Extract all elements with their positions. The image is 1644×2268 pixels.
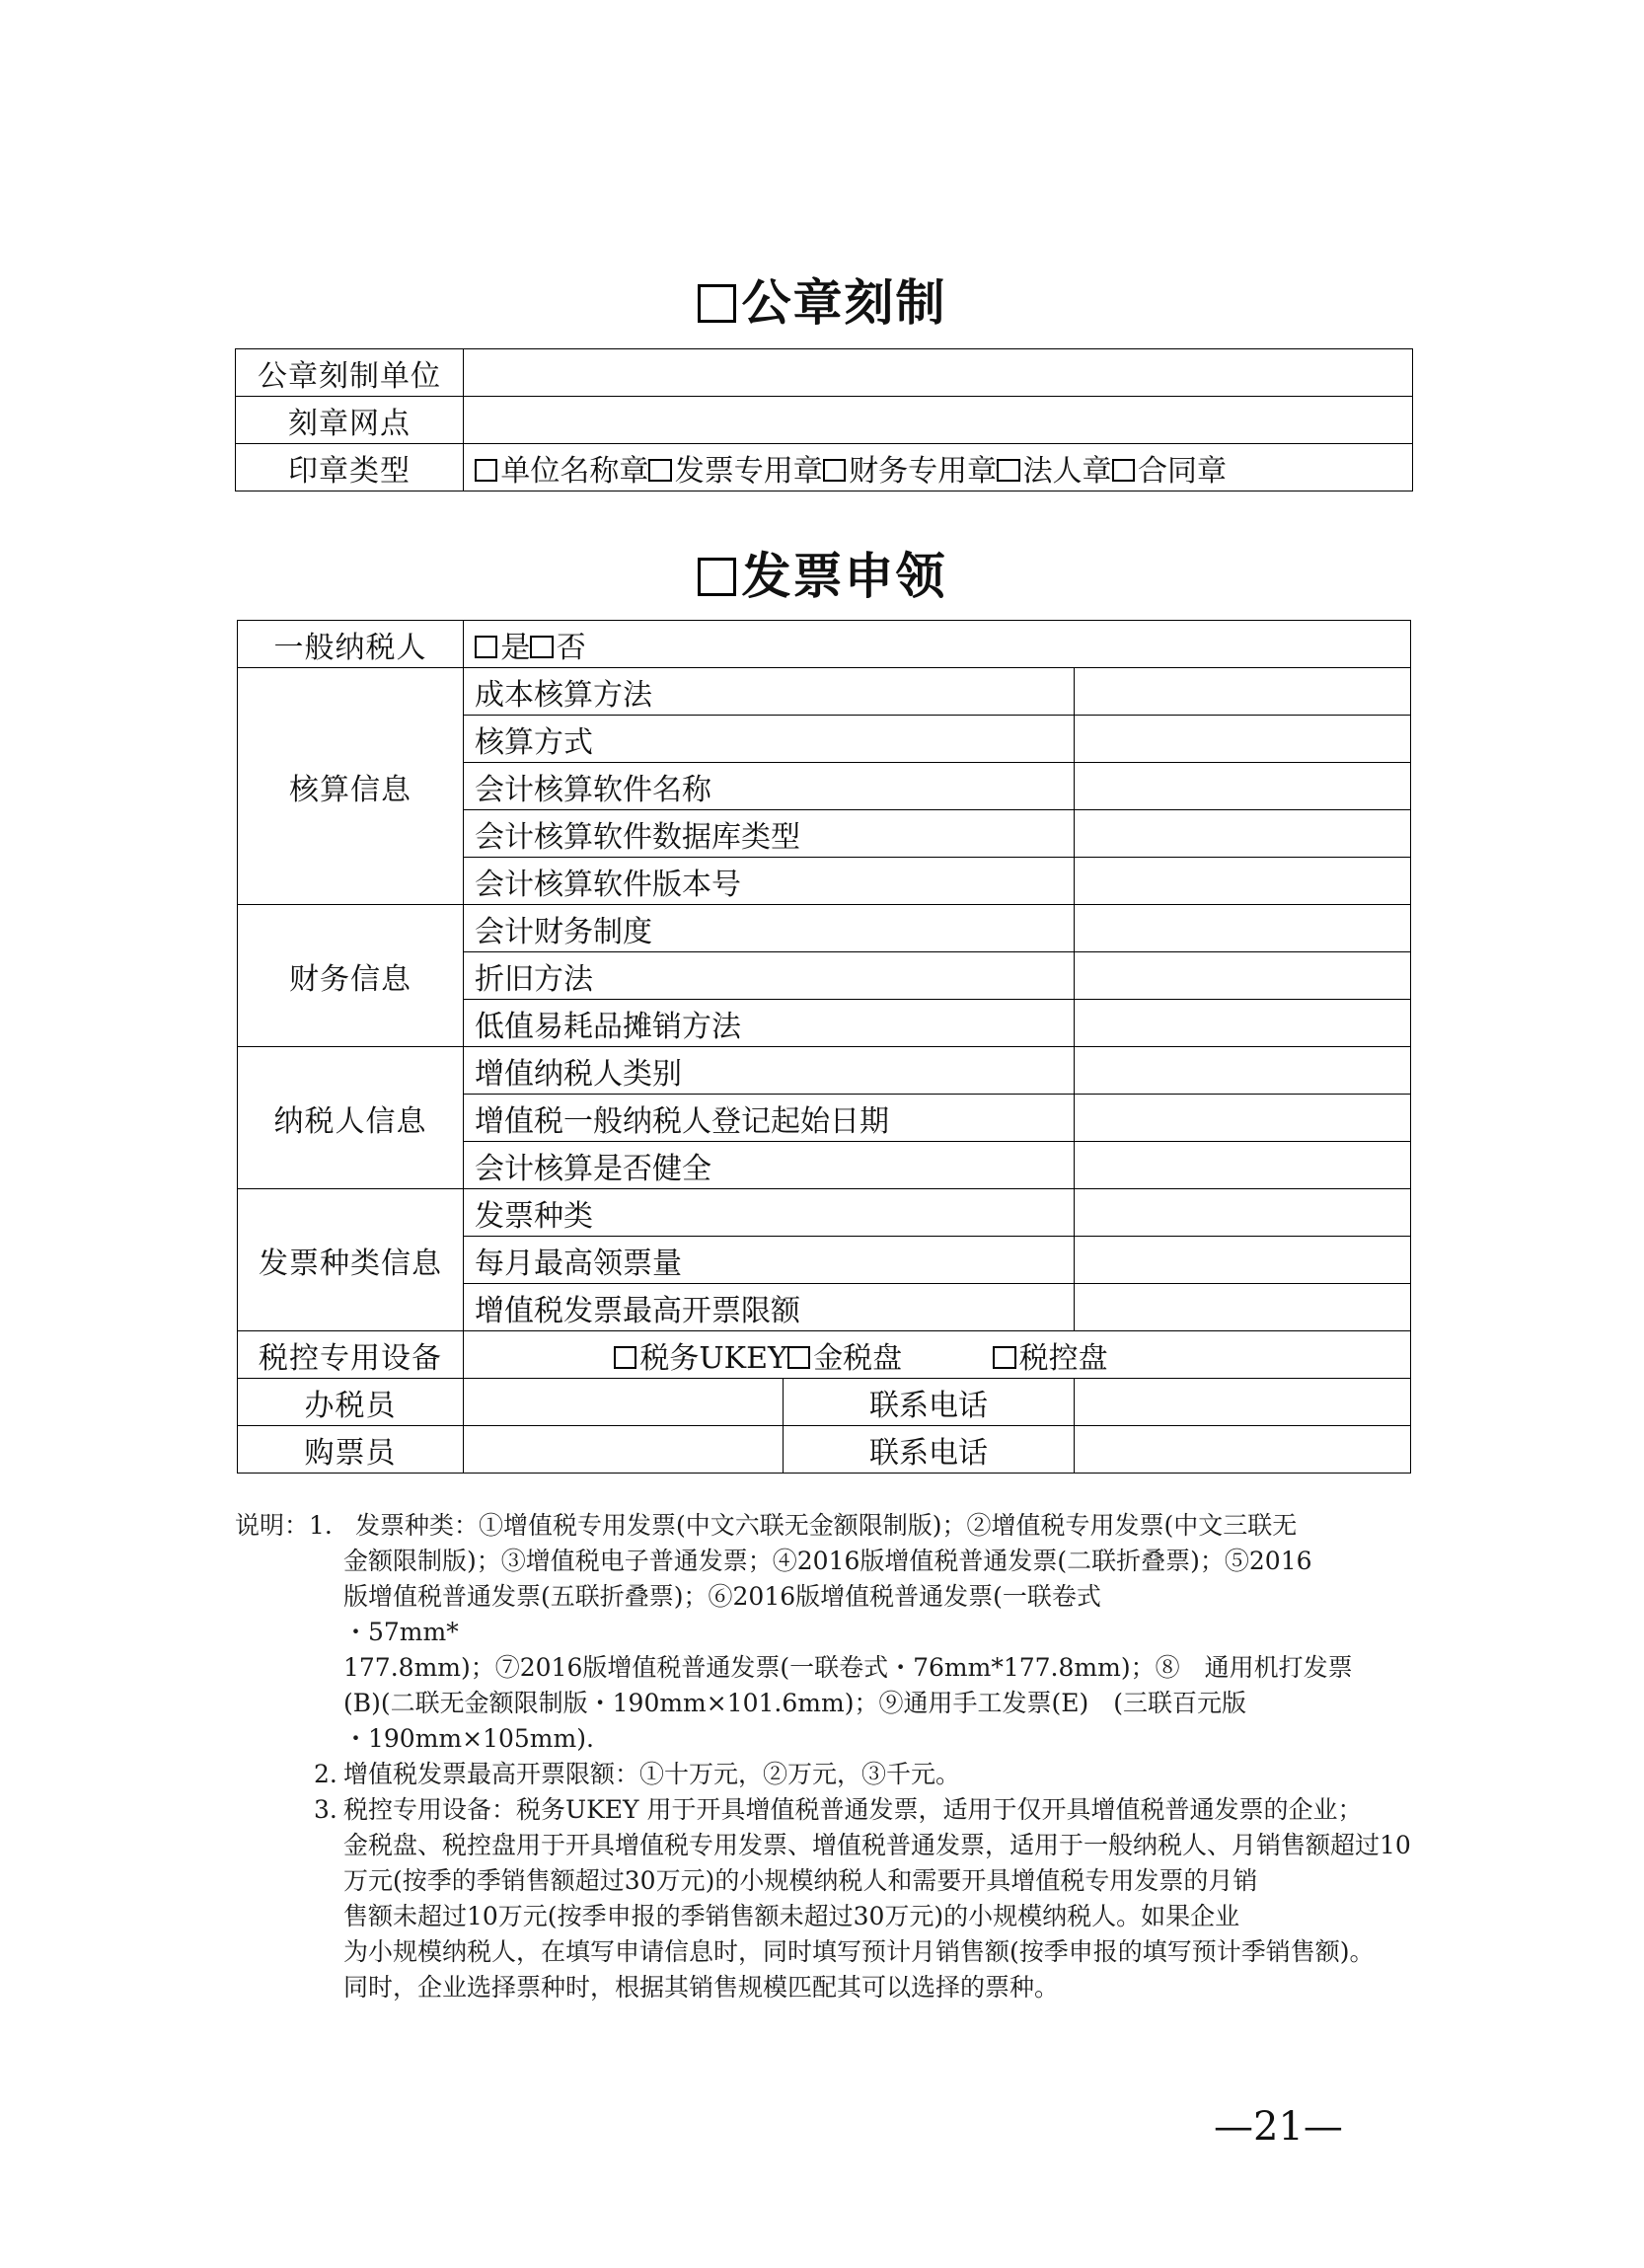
ticket-buyer-phone-field[interactable] bbox=[1075, 1426, 1411, 1474]
field-software-db-type[interactable] bbox=[1075, 810, 1411, 858]
item-amortization-method: 低值易耗品摊销方法 bbox=[464, 1000, 1075, 1047]
invoice-table bbox=[237, 620, 1411, 1474]
item-software-db-type: 会计核算软件数据库类型 bbox=[464, 810, 1075, 858]
option-contract-seal: 合同章 bbox=[1137, 453, 1227, 489]
ticket-buyer-row bbox=[238, 1426, 1411, 1474]
field-depreciation-method[interactable] bbox=[1075, 952, 1411, 1000]
option-golden-tax-disk: 金税盘 bbox=[813, 1340, 903, 1376]
option-yes: 是 bbox=[500, 630, 531, 665]
ticket-buyer-field[interactable] bbox=[464, 1426, 784, 1474]
invoice-type-row bbox=[238, 1189, 1411, 1237]
field-accounting-sound[interactable] bbox=[1075, 1142, 1411, 1189]
item-accounting-system: 会计财务制度 bbox=[464, 905, 1075, 952]
general-taxpayer-options bbox=[464, 621, 1411, 668]
seal-type-label: 印章类型 bbox=[236, 444, 464, 491]
field-registration-start-date[interactable] bbox=[1075, 1095, 1411, 1142]
note-3-line-1: 税控专用设备：税务UKEY 用于开具增值税普通发票，适用于仅开具增值税普通发票的企业； bbox=[343, 1795, 1363, 1824]
item-depreciation-method: 折旧方法 bbox=[464, 952, 1075, 1000]
checkbox-no[interactable] bbox=[530, 636, 553, 658]
item-accounting-mode: 核算方式 bbox=[464, 716, 1075, 763]
field-accounting-mode[interactable] bbox=[1075, 716, 1411, 763]
tax-clerk-row bbox=[238, 1379, 1411, 1426]
item-invoice-type: 发票种类 bbox=[464, 1189, 1075, 1237]
note-2-number: 2. bbox=[314, 1760, 337, 1788]
item-vat-taxpayer-type: 增值纳税人类别 bbox=[464, 1047, 1075, 1095]
option-company-name-seal: 单位名称章 bbox=[500, 453, 649, 489]
seal-section-checkbox[interactable] bbox=[698, 284, 736, 323]
general-taxpayer-label: 一般纳税人 bbox=[238, 621, 464, 668]
accounting-row bbox=[238, 668, 1411, 716]
seal-unit-label: 公章刻制单位 bbox=[236, 349, 464, 397]
ticket-buyer-phone-label: 联系电话 bbox=[784, 1426, 1075, 1474]
checkbox-contract-seal[interactable] bbox=[1112, 459, 1135, 482]
finance-row bbox=[238, 905, 1411, 952]
tax-device-label: 税控专用设备 bbox=[238, 1331, 464, 1379]
checkbox-golden-tax-disk[interactable] bbox=[787, 1346, 810, 1369]
note-1-line-6: (B)(二联无金额限制版・190mm×101.6mm)；⑨通用手工发票(E) (三联百元版 bbox=[343, 1689, 1246, 1717]
note-1-line-5: 177.8mm)；⑦2016版增值税普通发票(一联卷式・76mm*177.8mm)；⑧ 通用机打发票 bbox=[343, 1653, 1353, 1682]
seal-unit-row bbox=[236, 349, 1413, 397]
seal-type-row bbox=[236, 444, 1413, 491]
note-1-line-4: ・57mm* bbox=[343, 1618, 459, 1646]
taxpayer-row bbox=[238, 1047, 1411, 1095]
note-3-line-4: 售额未超过10万元(按季申报的季销售额未超过30万元)的小规模纳税人。如果企业 bbox=[343, 1902, 1240, 1930]
note-3-number: 3. bbox=[314, 1795, 337, 1824]
note-1-line-1: 发票种类：①增值税专用发票(中文六联无金额限制版)；②增值税专用发票(中文三联无 bbox=[355, 1511, 1298, 1540]
item-software-version: 会计核算软件版本号 bbox=[464, 858, 1075, 905]
field-software-version[interactable] bbox=[1075, 858, 1411, 905]
option-no: 否 bbox=[556, 630, 586, 665]
item-max-invoice-limit: 增值税发票最高开票限额 bbox=[464, 1284, 1075, 1331]
checkbox-yes[interactable] bbox=[475, 636, 497, 658]
seal-section-title-text: 公章刻制 bbox=[741, 274, 947, 332]
invoice-section-checkbox[interactable] bbox=[698, 558, 736, 596]
note-3-line-3: 万元(按季的季销售额超过30万元)的小规模纳税人和需要开具增值税专用发票的月销 bbox=[343, 1866, 1258, 1895]
tax-clerk-label: 办税员 bbox=[238, 1379, 464, 1426]
option-tax-control-disk: 税控盘 bbox=[1018, 1340, 1108, 1376]
tax-device-row bbox=[238, 1331, 1411, 1379]
field-accounting-system[interactable] bbox=[1075, 905, 1411, 952]
option-invoice-seal: 发票专用章 bbox=[674, 453, 823, 489]
checkbox-company-name-seal[interactable] bbox=[475, 459, 497, 482]
note-1 bbox=[235, 1508, 1441, 1757]
note-3 bbox=[235, 1792, 1441, 2005]
invoice-section-title bbox=[0, 548, 1644, 605]
checkbox-tax-control-disk[interactable] bbox=[993, 1346, 1015, 1369]
checkbox-legal-person-seal[interactable] bbox=[997, 459, 1019, 482]
note-2-text: 增值税发票最高开票限额：①十万元，②万元，③千元。 bbox=[343, 1760, 961, 1788]
finance-group-label: 财务信息 bbox=[238, 905, 464, 1047]
notes-prefix-text: 说明： bbox=[235, 1511, 310, 1540]
seal-section-title bbox=[0, 274, 1644, 332]
item-accounting-sound: 会计核算是否健全 bbox=[464, 1142, 1075, 1189]
ticket-buyer-label: 购票员 bbox=[238, 1426, 464, 1474]
field-cost-method[interactable] bbox=[1075, 668, 1411, 716]
invoice-section-title-text: 发票申领 bbox=[741, 548, 947, 605]
seal-table bbox=[235, 348, 1413, 491]
item-cost-method: 成本核算方法 bbox=[464, 668, 1075, 716]
tax-clerk-phone-field[interactable] bbox=[1075, 1379, 1411, 1426]
field-amortization-method[interactable] bbox=[1075, 1000, 1411, 1047]
note-1-line-7: ・190mm×105mm). bbox=[343, 1724, 594, 1753]
seal-outlet-field[interactable] bbox=[464, 397, 1413, 444]
field-max-invoice-limit[interactable] bbox=[1075, 1284, 1411, 1331]
seal-outlet-row bbox=[236, 397, 1413, 444]
field-vat-taxpayer-type[interactable] bbox=[1075, 1047, 1411, 1095]
checkbox-invoice-seal[interactable] bbox=[648, 459, 671, 482]
tax-clerk-field[interactable] bbox=[464, 1379, 784, 1426]
tax-device-options bbox=[464, 1331, 1411, 1379]
note-3-line-5: 为小规模纳税人，在填写申请信息时，同时填写预计月销售额(按季申报的填写预计季销售额)。 bbox=[343, 1937, 1375, 1966]
field-monthly-max-quantity[interactable] bbox=[1075, 1237, 1411, 1284]
notes bbox=[235, 1508, 1441, 2005]
notes-prefix bbox=[235, 1508, 333, 1544]
note-1-line-2: 金额限制版)；③增值税电子普通发票；④2016版增值税普通发票(二联折叠票)；⑤2016 bbox=[343, 1547, 1312, 1575]
item-monthly-max-quantity: 每月最高领票量 bbox=[464, 1237, 1075, 1284]
option-finance-seal: 财务专用章 bbox=[849, 453, 998, 489]
seal-type-options bbox=[464, 444, 1413, 491]
note-1-number: 1. bbox=[309, 1511, 333, 1540]
seal-outlet-label: 刻章网点 bbox=[236, 397, 464, 444]
field-invoice-type[interactable] bbox=[1075, 1189, 1411, 1237]
item-software-name: 会计核算软件名称 bbox=[464, 763, 1075, 810]
field-software-name[interactable] bbox=[1075, 763, 1411, 810]
invoice-type-group-label: 发票种类信息 bbox=[238, 1189, 464, 1331]
item-registration-start-date: 增值税一般纳税人登记起始日期 bbox=[464, 1095, 1075, 1142]
accounting-group-label: 核算信息 bbox=[238, 668, 464, 905]
note-3-line-6: 同时，企业选择票种时，根据其销售规模匹配其可以选择的票种。 bbox=[343, 1973, 1060, 2002]
option-ukey: 税务UKEY bbox=[639, 1340, 787, 1376]
seal-unit-field[interactable] bbox=[464, 349, 1413, 397]
note-3-line-2: 金税盘、税控盘用于开具增值税专用发票、增值税普通发票，适用于一般纳税人、月销售额超过10 bbox=[343, 1831, 1411, 1859]
general-taxpayer-row bbox=[238, 621, 1411, 668]
option-legal-person-seal: 法人章 bbox=[1022, 453, 1112, 489]
checkbox-ukey[interactable] bbox=[614, 1346, 636, 1369]
note-1-line-3: 版增值税普通发票(五联折叠票)；⑥2016版增值税普通发票(一联卷式 bbox=[343, 1582, 1101, 1611]
checkbox-finance-seal[interactable] bbox=[823, 459, 846, 482]
tax-clerk-phone-label: 联系电话 bbox=[784, 1379, 1075, 1426]
taxpayer-group-label: 纳税人信息 bbox=[238, 1047, 464, 1189]
page-number: —21— bbox=[1214, 2104, 1343, 2150]
note-2 bbox=[235, 1757, 1441, 1792]
